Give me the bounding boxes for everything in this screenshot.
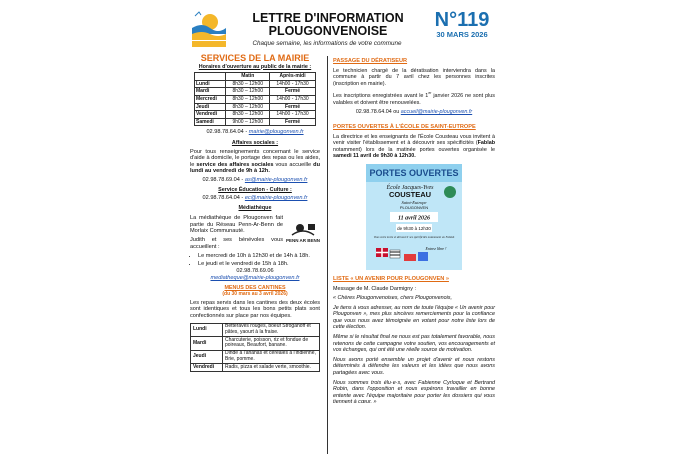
- newsletter-subtitle: Chaque semaine, les informations de votre commune: [252, 40, 402, 47]
- day-cell: Mardi: [195, 88, 226, 96]
- table-row: [195, 88, 316, 96]
- deratiseur-contact: [333, 109, 495, 116]
- afternoon-cell: 14h00 - 17h30: [270, 111, 316, 119]
- left-column: [190, 55, 320, 372]
- penn-logo-text: PENN AR BENN: [286, 237, 320, 243]
- poster-place-2: PLOUGONVEN: [399, 204, 429, 210]
- issue-date: 30 MARS 2026: [436, 30, 488, 39]
- portes-heading: PORTES OUVERTES À L'ÉCOLE DE SAINT-EUTROPE: [333, 123, 476, 130]
- hours-table: [194, 72, 316, 126]
- social-email-link[interactable]: as@mairie-plougonven.fr: [244, 176, 308, 183]
- menu-intro: Les repas servis dans les cantines des deux écoles sont identiques et tous les bons petits plats sont confectionnés sur place par nos équipes.: [190, 299, 320, 319]
- menu-dishes: Dinde à l'ananas et céréales à l'indienne, Brie, pomme.: [223, 350, 320, 364]
- afternoon-cell: 14h00 - 17h30: [270, 80, 316, 88]
- mairie-phone: 02.98.78.64.04 -: [206, 129, 249, 136]
- menu-day: Mardi: [191, 337, 223, 351]
- right-column: [333, 58, 495, 409]
- avenir-intro: Message de M. Claude Darmigny :: [333, 285, 416, 292]
- social-text-part: vous accueille: [273, 161, 314, 168]
- morning-cell: 9h00 – 12h00: [226, 118, 270, 126]
- table-row: [195, 103, 316, 111]
- hours-header-row: [195, 73, 316, 81]
- avenir-paragraph-4: Nous sommes trois élu·e·s, avec Fabienne Cyrloque et Bertrand Robin, dans l'opposition et nous espérons travailler en bonne entente avec l'équipe majoritaire pour porter les dossiers qui vous tiennent à cœur. »: [333, 379, 495, 406]
- morning-cell: 8h30 – 12h00: [226, 103, 270, 111]
- school-badge-icon: [444, 186, 456, 198]
- poster-time: de 9h30 à 12h30: [397, 225, 431, 231]
- table-row: [195, 118, 316, 126]
- poster-welcome: Entrez libre !: [425, 245, 447, 251]
- hours-header-cell: Après-midi: [270, 73, 316, 81]
- poster-note: Vous votre école et découvrir ses spécificités notamment un Fablab: [373, 234, 455, 239]
- table-row: [195, 80, 316, 88]
- social-text-bold: du lundi au vendredi de 9h à 12h.: [190, 161, 320, 175]
- hours-heading: Horaires d'ouverture au public de la mairie :: [198, 63, 312, 70]
- media-email-link[interactable]: mediatheque@mairie-plougonven.fr: [210, 275, 300, 282]
- social-heading: Affaires sociales :: [231, 139, 279, 146]
- deratiseur-sup: er: [428, 91, 432, 96]
- menu-day: Vendredi: [191, 364, 223, 372]
- media-staff: Judith et ses bénévoles vous accueillent :: [190, 237, 283, 250]
- media-block: [190, 213, 320, 252]
- menu-day: Jeudi: [191, 350, 223, 364]
- deratiseur-text-2: [333, 90, 495, 106]
- list-item: • Le jeudi et le vendredi de 15h à 18h.: [198, 261, 320, 268]
- educ-phone: 02.98.78.64.04 -: [202, 195, 245, 202]
- poster-title: PORTES OUVERTES: [369, 167, 459, 178]
- portes-text-bold: samedi 11 avril de 9h30 à 12h30.: [333, 153, 416, 160]
- deratiseur-text-part: janvier 2026 ne sont plus valables et doivent être renouvelées.: [333, 93, 495, 106]
- poster-school-2: COUSTEAU: [388, 189, 432, 199]
- breton-flag-icon: [390, 250, 400, 258]
- column-divider: [327, 56, 328, 454]
- avenir-salutation: « Chères Plougonvenoises, chers Plougonvenois,: [333, 295, 452, 302]
- social-contact: [190, 177, 320, 184]
- issue-number: N°119: [434, 9, 490, 31]
- portes-text-bold: Fablab: [477, 140, 495, 147]
- social-text-bold: service des affaires sociales: [196, 161, 274, 168]
- table-row: [191, 350, 320, 364]
- table-row: [195, 111, 316, 119]
- menu-table: [190, 323, 320, 373]
- media-hours-list: [198, 253, 320, 267]
- educ-email-link[interactable]: ec@mairie-plougonven.fr: [244, 195, 308, 202]
- avenir-paragraph-3: Nous avons porté ensemble un projet d'avenir et nous restons déterminés à défendre les valeurs et les idées que nous avons partagées avec vous.: [333, 356, 495, 377]
- list-item: • Le mercredi de 10h à 12h30 et de 14h à 18h.: [198, 253, 320, 260]
- table-row: [191, 364, 320, 372]
- menu-heading: MENUS DES CANTINES: [224, 284, 286, 291]
- poster-date: 11 avril 2026: [397, 215, 431, 222]
- portes-text: [333, 134, 495, 160]
- avenir-heading: LISTE « UN AVENIR POUR PLOUGONVEN »: [333, 275, 449, 282]
- portes-text-part: notamment) lors de la matinée portes ouvertes organisée le: [333, 146, 495, 153]
- morning-cell: 8h30 – 12h00: [226, 88, 270, 96]
- accueil-email-link[interactable]: accueil@mairie-plougonven.fr: [400, 109, 473, 116]
- menu-dishes: Radis, pizza et salade verte, smoothie.: [223, 364, 320, 372]
- books-icon: [404, 254, 416, 261]
- social-phone: 02.98.78.69.04 -: [202, 176, 245, 183]
- portes-text-part: La directrice et les enseignants de l'École Cousteau vous invitent à venir visiter l'établissement et à découvrir ses spécificités (: [333, 133, 495, 147]
- penn-ar-benn-logo: [286, 221, 320, 245]
- day-cell: Jeudi: [195, 103, 226, 111]
- day-cell: Mercredi: [195, 95, 226, 103]
- day-cell: Lundi: [195, 80, 226, 88]
- afternoon-cell: Fermé: [270, 88, 316, 96]
- deratiseur-text-part: Les inscriptions enregistrées avant le 1: [333, 93, 429, 100]
- media-text-block: [190, 213, 283, 252]
- menu-dishes: Betteraves rouges, boeuf Stroganoff et pâtes, yaourt à la fraise.: [223, 323, 320, 337]
- morning-cell: 8h30 – 12h00: [226, 111, 270, 119]
- deratiseur-text-1: Le technicien chargé de la dératisation interviendra dans la commune à partir du 7 avril chez les personnes inscrites (inscription en mairie).: [333, 67, 495, 87]
- poster-place-1: Saint-Eutrope: [401, 199, 427, 205]
- day-cell: Samedi: [195, 118, 226, 126]
- services-title: SERVICES DE LA MAIRIE: [200, 53, 310, 63]
- educ-contact: [190, 195, 320, 202]
- newsletter-title: [228, 12, 428, 38]
- social-text: [190, 149, 320, 175]
- avenir-paragraph-2: Même si le résultat final ne nous est pas totalement favorable, nous retenons de cette campagne votre soutien, vos encouragements et vos échanges, qui ont été une réelle source de motivation.: [333, 334, 495, 354]
- media-heading: Médiathèque: [238, 204, 272, 211]
- deratiseur-phone: 02.98.78.64.04 ou: [355, 109, 401, 116]
- morning-cell: 8h30 – 12h00: [226, 80, 270, 88]
- morning-cell: 8h30 – 12h00: [226, 95, 270, 103]
- afternoon-cell: Fermé: [270, 118, 316, 126]
- media-phone: 02.98.78.69.06: [236, 268, 274, 275]
- avenir-paragraph-1: Je tiens à vous adresser, au nom de toute l'équipe « Un avenir pour Plougonven », mes plus sincères remerciements pour la confiance que vous nous avez témoignée en votant pour notre liste lors de cette élection.: [333, 304, 495, 331]
- day-cell: Vendredi: [195, 111, 226, 119]
- title-line-1: LETTRE D'INFORMATION: [252, 11, 404, 25]
- table-row: [195, 95, 316, 103]
- poster-school-1: École Jacques-Yves: [386, 184, 434, 191]
- menu-dates: (du 30 mars au 3 avril 2026): [222, 291, 288, 298]
- hours-header-cell: Matin: [226, 73, 270, 81]
- table-row: [191, 337, 320, 351]
- afternoon-cell: Fermé: [270, 103, 316, 111]
- hours-header-cell: [195, 73, 226, 81]
- table-row: [191, 323, 320, 337]
- educ-heading: Service Éducation - Culture :: [218, 186, 292, 193]
- mairie-email-link[interactable]: mairie@plougonven.fr: [248, 129, 304, 136]
- menu-day: Lundi: [191, 323, 223, 337]
- menu-dishes: Charcuterie, poisson, riz et fondue de poireaux, Beaufort, banane.: [223, 337, 320, 351]
- title-line-2: PLOUGONVENOISE: [268, 24, 388, 38]
- media-email-row: [190, 275, 320, 282]
- mairie-contact: [190, 129, 320, 136]
- social-text-part: Pour tous renseignements concernant le service d'aide à domicile, le portage des repas ou les aides, le: [190, 148, 320, 168]
- afternoon-cell: 14h00 - 17h30: [270, 95, 316, 103]
- open-house-poster: [366, 164, 462, 270]
- media-text: La médiathèque de Plougonven fait partie du Réseau Penn-Ar-Benn de Morlaix Communauté.: [190, 215, 283, 235]
- deratiseur-heading: PASSAGE DU DÉRATISEUR: [333, 58, 408, 64]
